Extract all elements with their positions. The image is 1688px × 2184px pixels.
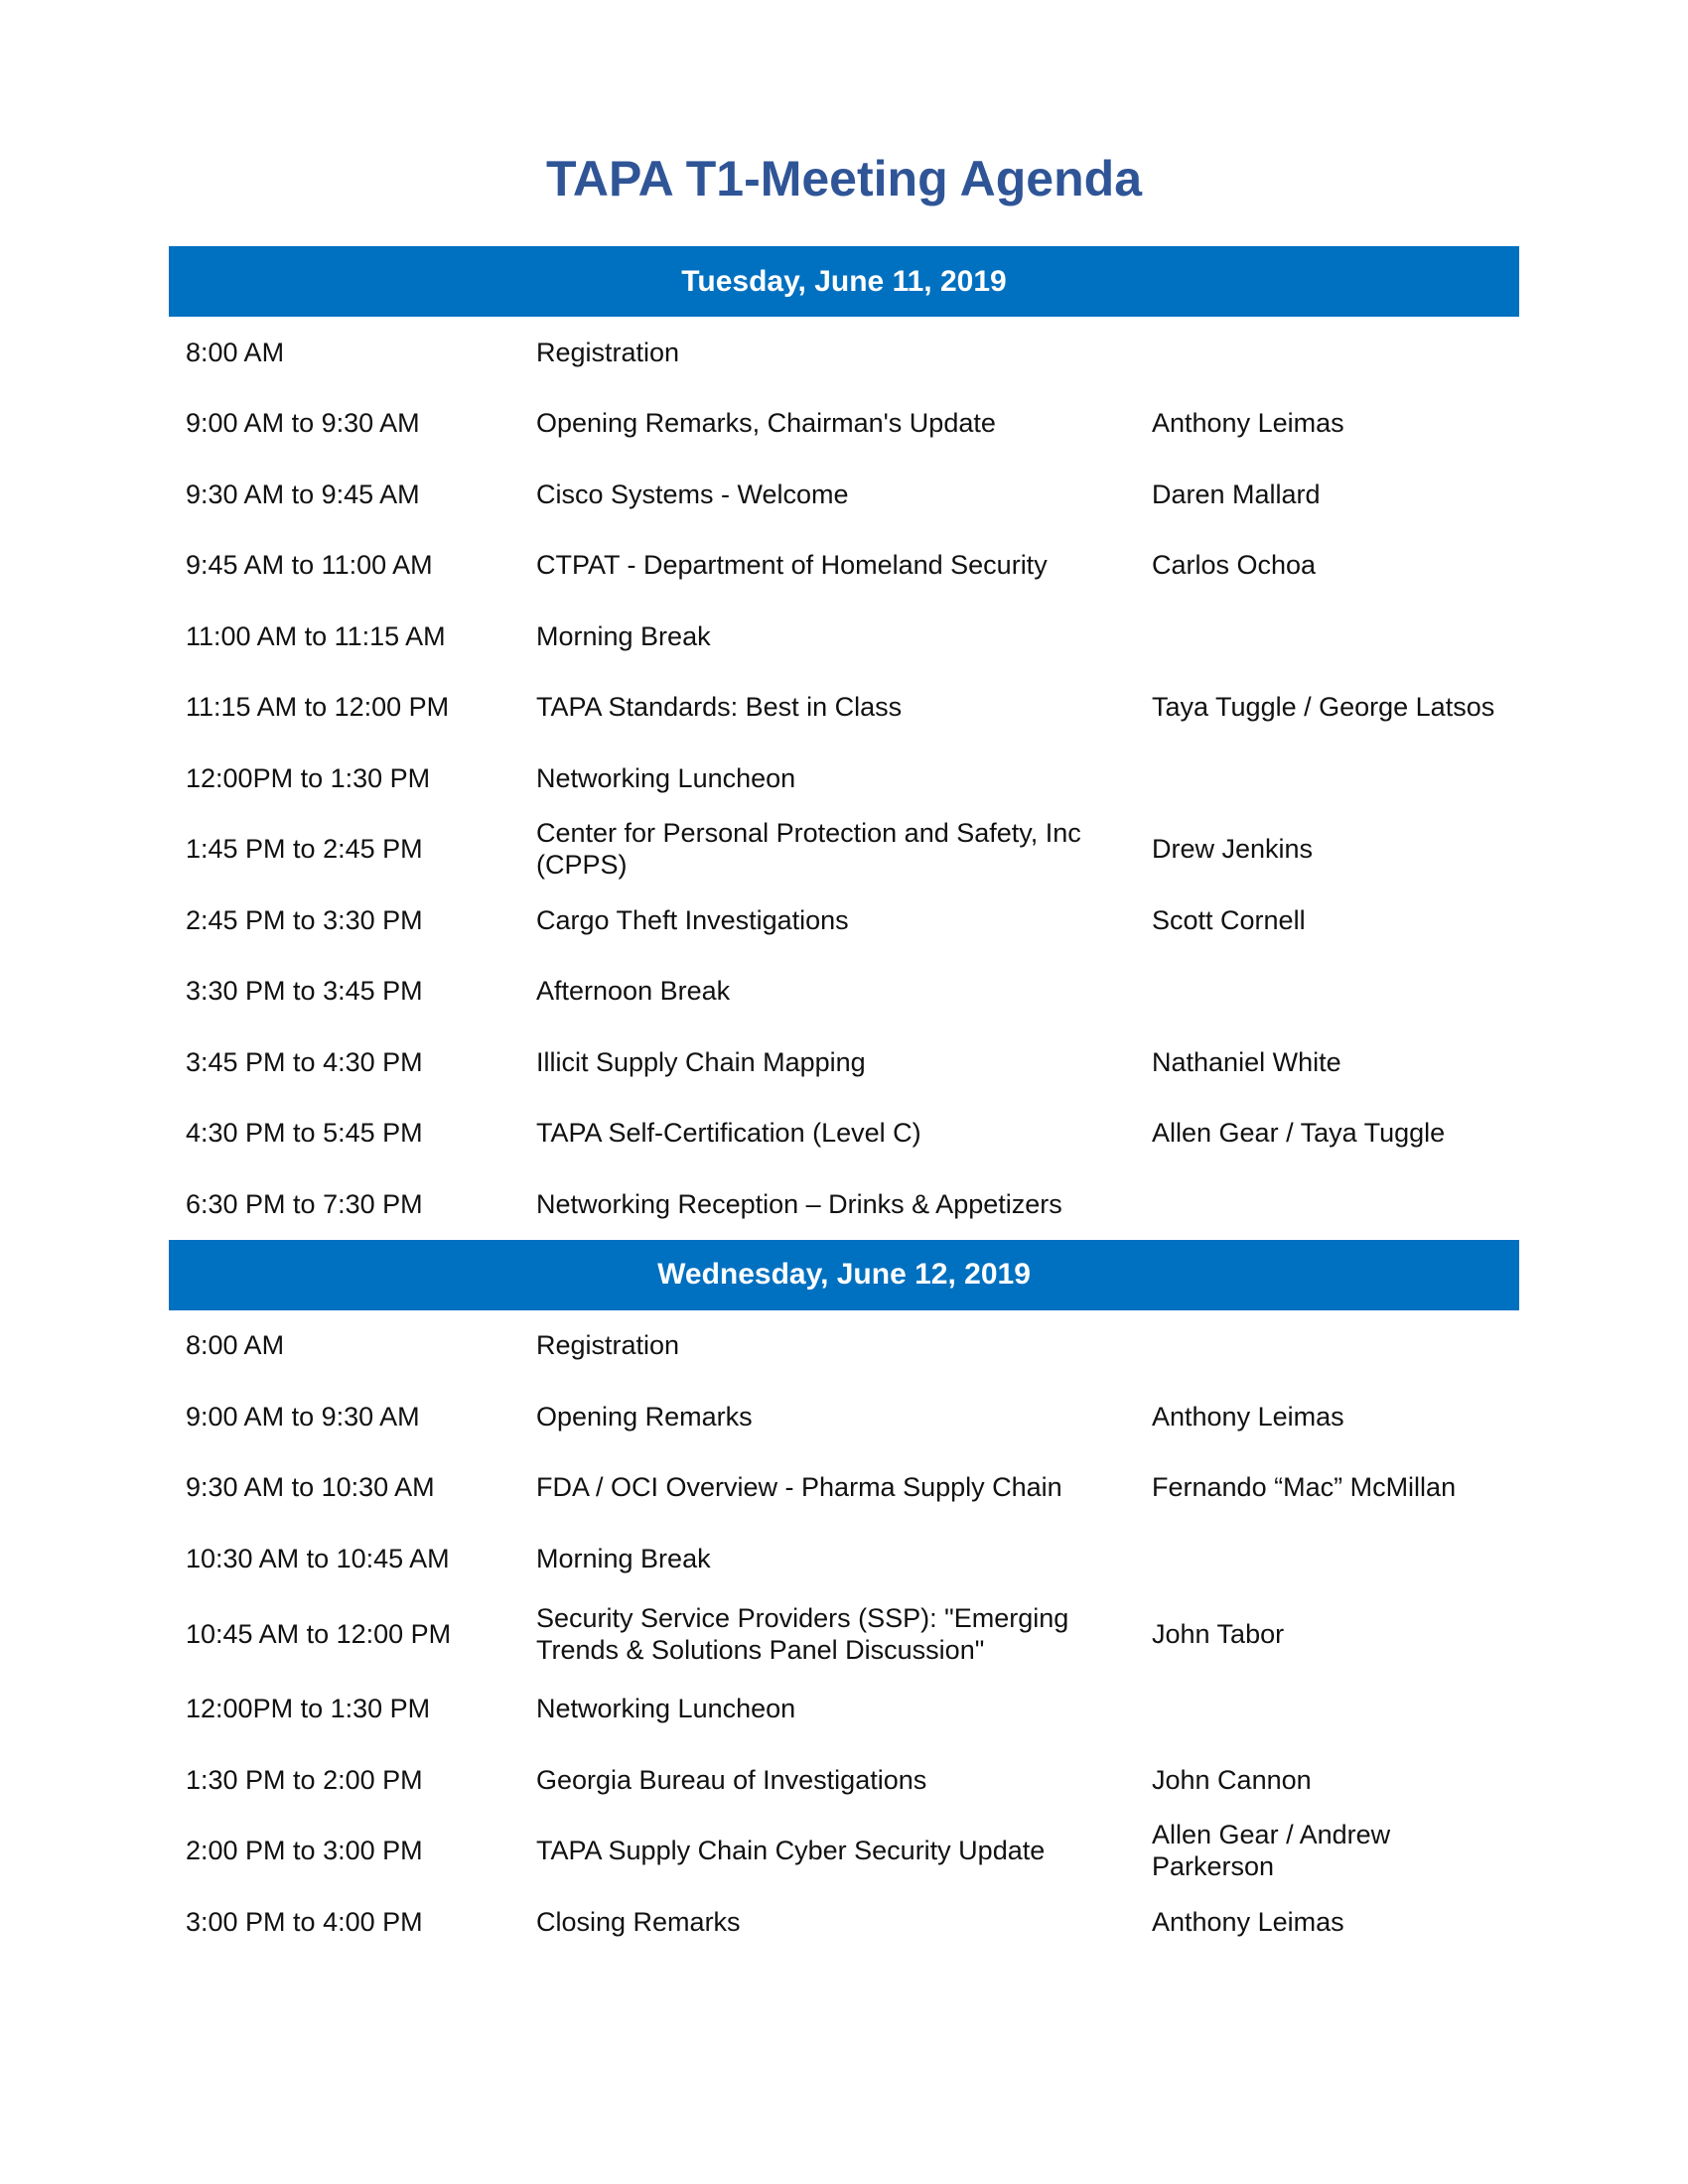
session-cell: Morning Break [536,1543,711,1573]
agenda-row [169,1523,1519,1594]
speaker-cell: John Tabor [1152,1618,1285,1649]
speaker-cell: Scott Cornell [1152,904,1306,935]
session-cell: Networking Luncheon [536,762,796,793]
agenda-row [169,317,1519,388]
speaker-cell: Taya Tuggle / George Latsos [1152,692,1495,723]
agenda-row [169,1168,1519,1240]
agenda-row [169,743,1519,814]
time-cell: 1:30 PM to 2:00 PM [186,1764,423,1795]
agenda-row [169,814,1519,886]
day-header-tuesday: Tuesday, June 11, 2019 [169,246,1519,317]
agenda-row [169,1674,1519,1745]
agenda-row [169,1452,1519,1524]
agenda-row [169,1744,1519,1816]
time-cell: 11:00 AM to 11:15 AM [186,620,446,651]
speaker-cell: Fernando “Mac” McMillan [1152,1472,1457,1503]
agenda-table [169,246,1519,1958]
speaker-cell: Anthony Leimas [1152,1906,1344,1937]
time-cell: 2:00 PM to 3:00 PM [186,1836,423,1866]
session-cell: Networking Luncheon [536,1694,796,1724]
speaker-cell: Nathaniel White [1152,1046,1341,1077]
agenda-row [169,956,1519,1027]
agenda-row [169,885,1519,956]
time-cell: 6:30 PM to 7:30 PM [186,1188,423,1219]
agenda-row [169,1026,1519,1098]
time-cell: 9:00 AM to 9:30 AM [186,1401,420,1432]
agenda-row [169,530,1519,602]
session-cell: Opening Remarks [536,1401,753,1432]
session-cell: Georgia Bureau of Investigations [536,1764,927,1795]
session-cell: Closing Remarks [536,1906,741,1937]
page-title: TAPA T1-Meeting Agenda [546,151,1142,206]
speaker-cell: Drew Jenkins [1152,834,1314,865]
session-cell: Illicit Supply Chain Mapping [536,1046,866,1077]
session-cell: TAPA Self-Certification (Level C) [536,1118,921,1149]
agenda-row [169,1886,1519,1958]
agenda-row [169,1816,1519,1887]
speaker-cell: Anthony Leimas [1152,408,1344,439]
time-cell: 11:15 AM to 12:00 PM [186,692,450,723]
time-cell: 3:30 PM to 3:45 PM [186,976,423,1007]
speaker-cell: Allen Gear / Andrew Parkerson [1152,1820,1391,1882]
session-cell: TAPA Supply Chain Cyber Security Update [536,1836,1046,1866]
session-cell: Cisco Systems - Welcome [536,478,849,509]
speaker-cell: John Cannon [1152,1764,1312,1795]
time-cell: 9:45 AM to 11:00 AM [186,550,433,581]
session-cell: Security Service Providers (SSP): "Emerging Trends & Solutions Panel Discussion" [536,1602,1069,1665]
time-cell: 1:45 PM to 2:45 PM [186,834,423,865]
time-cell: 9:00 AM to 9:30 AM [186,408,420,439]
agenda-row [169,672,1519,744]
session-cell: Opening Remarks, Chairman's Update [536,408,996,439]
session-cell: Afternoon Break [536,976,731,1007]
agenda-row [169,1310,1519,1382]
session-cell: Registration [536,1330,680,1361]
session-cell: CTPAT - Department of Homeland Security [536,550,1048,581]
speaker-cell: Allen Gear / Taya Tuggle [1152,1118,1446,1149]
time-cell: 8:00 AM [186,1330,285,1361]
time-cell: 12:00PM to 1:30 PM [186,762,431,793]
session-cell: Morning Break [536,620,711,651]
session-cell: FDA / OCI Overview - Pharma Supply Chain [536,1472,1062,1503]
time-cell: 3:45 PM to 4:30 PM [186,1046,423,1077]
session-cell: TAPA Standards: Best in Class [536,692,903,723]
time-cell: 9:30 AM to 9:45 AM [186,478,420,509]
speaker-cell: Daren Mallard [1152,478,1321,509]
agenda-row [169,1381,1519,1452]
time-cell: 9:30 AM to 10:30 AM [186,1472,435,1503]
speaker-cell: Carlos Ochoa [1152,550,1317,581]
agenda-row [169,459,1519,530]
time-cell: 10:30 AM to 10:45 AM [186,1543,450,1573]
time-cell: 8:00 AM [186,337,285,367]
day-header-wednesday: Wednesday, June 12, 2019 [169,1240,1519,1310]
session-cell: Center for Personal Protection and Safety, Inc (CPPS) [536,818,1081,881]
agenda-row [169,388,1519,460]
session-cell: Registration [536,337,680,367]
time-cell: 3:00 PM to 4:00 PM [186,1906,423,1937]
time-cell: 2:45 PM to 3:30 PM [186,904,423,935]
agenda-row [169,601,1519,672]
time-cell: 10:45 AM to 12:00 PM [186,1618,452,1649]
speaker-cell: Anthony Leimas [1152,1401,1344,1432]
session-cell: Networking Reception – Drinks & Appetizers [536,1188,1062,1219]
session-cell: Cargo Theft Investigations [536,904,849,935]
agenda-row [169,1098,1519,1169]
agenda-row [169,1594,1519,1674]
time-cell: 4:30 PM to 5:45 PM [186,1118,423,1149]
time-cell: 12:00PM to 1:30 PM [186,1694,431,1724]
